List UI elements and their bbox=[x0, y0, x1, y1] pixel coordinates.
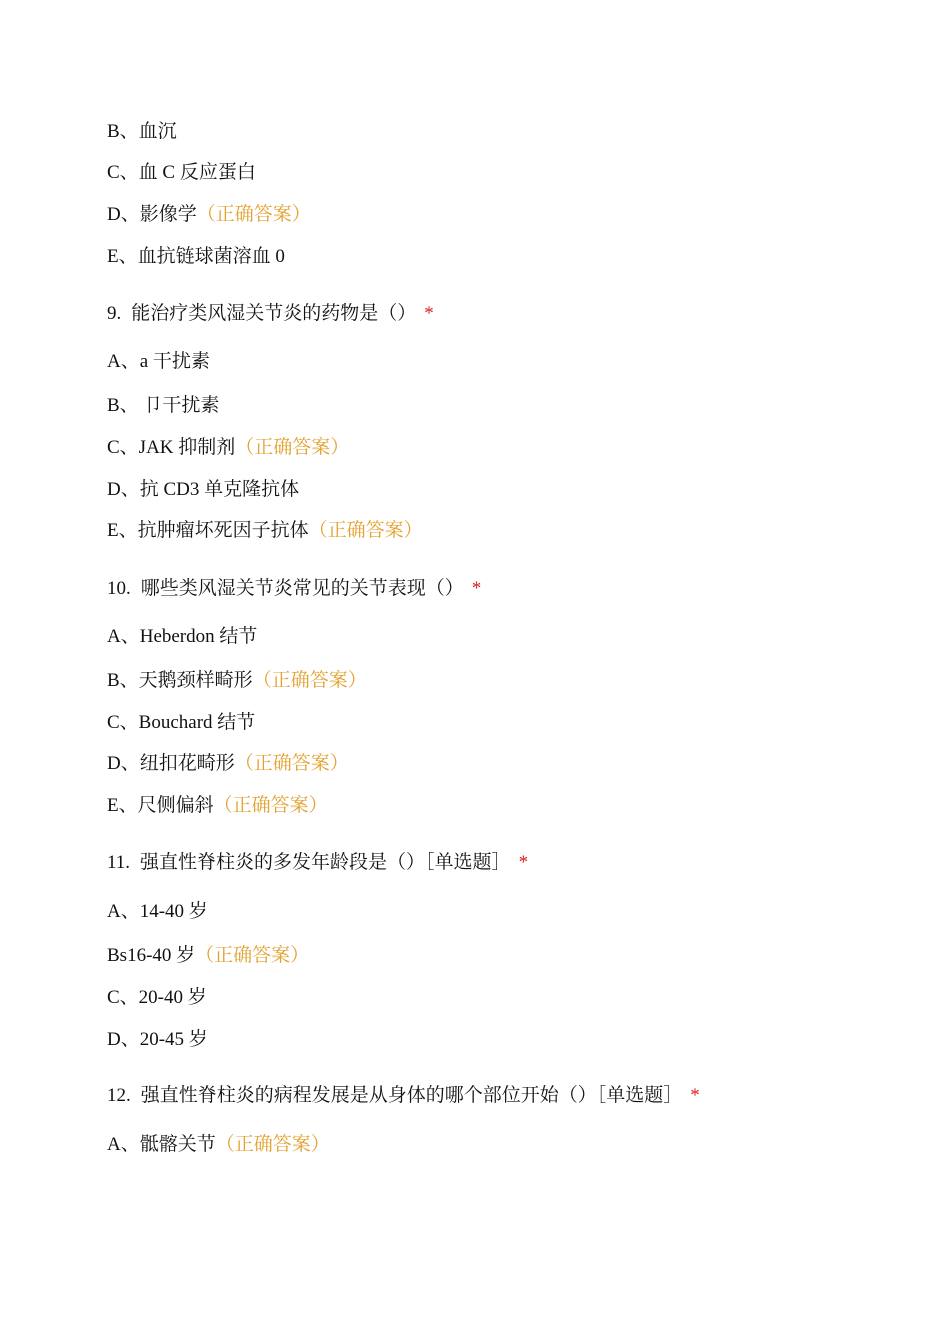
option-text: A、Heberdon 结节 bbox=[107, 626, 258, 647]
correct-answer-label: （正确答案） bbox=[235, 437, 350, 458]
option-text: D、影像学 bbox=[107, 204, 197, 225]
option-text: A、a 干扰素 bbox=[107, 351, 210, 372]
q10-option-c bbox=[107, 711, 255, 735]
question-12-title bbox=[107, 1084, 700, 1108]
question-text: 哪些类风湿关节炎常见的关节表现（） bbox=[140, 578, 464, 599]
correct-answer-label: （正确答案） bbox=[215, 1134, 330, 1155]
q9-option-e bbox=[107, 519, 423, 543]
option-text: C、JAK 抑制剂 bbox=[107, 437, 236, 458]
option-text: B、 卩干扰素 bbox=[107, 395, 220, 416]
q10-option-d bbox=[107, 752, 349, 776]
q8-option-d bbox=[107, 203, 311, 227]
q8-option-c bbox=[107, 161, 256, 185]
question-10-title bbox=[107, 577, 481, 601]
question-number: 9. bbox=[107, 303, 122, 324]
option-text: D、纽扣花畸形 bbox=[107, 753, 235, 774]
question-text: 强直性脊柱炎的多发年龄段是（）［单选题］ bbox=[140, 852, 511, 873]
required-asterisk: * bbox=[471, 578, 482, 599]
option-text: E、尺侧偏斜 bbox=[107, 795, 214, 816]
question-number: 11. bbox=[107, 852, 131, 873]
q12-option-a bbox=[107, 1133, 330, 1157]
option-text: A、14-40 岁 bbox=[107, 901, 208, 922]
q9-option-d bbox=[107, 478, 299, 502]
q11-option-d bbox=[107, 1028, 208, 1052]
q10-option-b bbox=[107, 669, 367, 693]
correct-answer-label: （正确答案） bbox=[252, 670, 367, 691]
option-text: D、抗 CD3 单克隆抗体 bbox=[107, 479, 300, 500]
required-asterisk: * bbox=[518, 852, 529, 873]
q9-option-b bbox=[107, 394, 219, 418]
question-text: 强直性脊柱炎的病程发展是从身体的哪个部位开始（）［单选题］ bbox=[140, 1085, 683, 1106]
q10-option-a bbox=[107, 625, 257, 649]
option-text: C、20-40 岁 bbox=[107, 987, 207, 1008]
correct-answer-label: （正确答案） bbox=[213, 795, 328, 816]
q11-option-c bbox=[107, 986, 207, 1010]
q10-option-e bbox=[107, 794, 328, 818]
q11-option-b bbox=[107, 944, 309, 968]
option-text: A、骶髂关节 bbox=[107, 1134, 216, 1155]
q8-option-b bbox=[107, 120, 177, 144]
option-text: C、血 C 反应蛋白 bbox=[107, 162, 256, 183]
question-text: 能治疗类风湿关节炎的药物是（） bbox=[131, 303, 417, 324]
question-number: 12. bbox=[107, 1085, 131, 1106]
correct-answer-label: （正确答案） bbox=[196, 204, 311, 225]
q11-option-a bbox=[107, 900, 208, 924]
correct-answer-label: （正确答案） bbox=[195, 945, 310, 966]
option-text: E、血抗链球菌溶血 0 bbox=[107, 246, 285, 267]
required-asterisk: * bbox=[424, 303, 434, 324]
correct-answer-label: （正确答案） bbox=[308, 520, 423, 541]
option-text: D、20-45 岁 bbox=[107, 1029, 208, 1050]
option-text: Bs16-40 岁 bbox=[107, 945, 196, 966]
required-asterisk: * bbox=[690, 1085, 700, 1106]
question-11-title bbox=[107, 851, 528, 875]
q8-option-e bbox=[107, 245, 285, 269]
correct-answer-label: （正确答案） bbox=[234, 753, 349, 774]
q9-option-a bbox=[107, 350, 210, 374]
question-number: 10. bbox=[107, 578, 131, 599]
option-text: B、血沉 bbox=[107, 121, 177, 142]
option-text: C、Bouchard 结节 bbox=[107, 712, 256, 733]
q9-option-c bbox=[107, 436, 349, 460]
option-text: B、天鹅颈样畸形 bbox=[107, 670, 253, 691]
option-text: E、抗肿瘤坏死因子抗体 bbox=[107, 520, 309, 541]
question-9-title bbox=[107, 302, 434, 326]
